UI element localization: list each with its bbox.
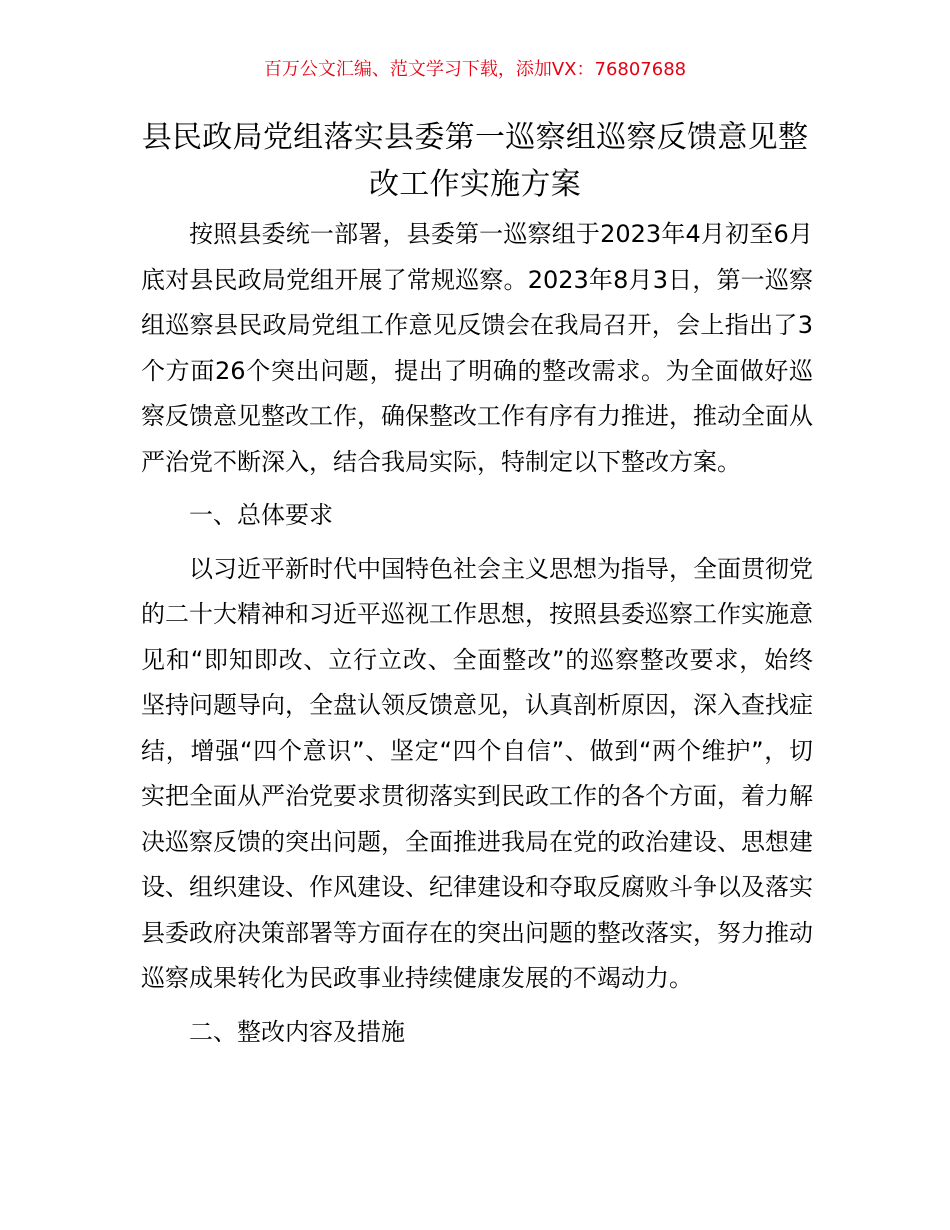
watermark-banner: 百万公文汇编、范文学习下载，添加VX：76807688	[263, 59, 687, 80]
section-heading-overall-requirements: 一、总体要求	[189, 501, 333, 529]
section-heading-rectification-measures: 二、整改内容及措施	[189, 1017, 405, 1046]
document-body	[141, 212, 813, 1063]
document-title: 县民政局党组落实县委第一巡察组巡察反馈意见整改工作实施方案	[141, 120, 809, 202]
intro-paragraph: 按照县委统一部署，县委第一巡察组于2023年4月初至6月底对县民政局党组开展了常规巡察。2023年8月3日，第一巡察组巡察县民政局党组工作意见反馈会在我局召开，会上指出了3个方面26个突出问题，提出了明确的整改需求。为全面做好巡察反馈意见整改工作，确保整改工作有序有力推进，推动全面从严治党不断深入，结合我局实际，特制定以下整改方案。	[141, 220, 813, 476]
requirements-paragraph: 以习近平新时代中国特色社会主义思想为指导，全面贯彻党的二十大精神和习近平巡视工作思想，按照县委巡察工作实施意见和“即知即改、立行立改、全面整改”的巡察整改要求，始终坚持问题导向，全盘认领反馈意见，认真剖析原因，深入查找症结，增强“四个意识”、坚定“四个自信”、做到“两个维护”，切实把全面从严治党要求贯彻落实到民政工作的各个方面，着力解决巡察反馈的突出问题，全面推进我局在党的政治建设、思想建设、组织建设、作风建设、纪律建设和夺取反腐败斗争以及落实县委政府决策部署等方面存在的突出问题的整改落实，努力推动巡察成果转化为民政事业持续健康发展的不竭动力。	[141, 554, 813, 992]
